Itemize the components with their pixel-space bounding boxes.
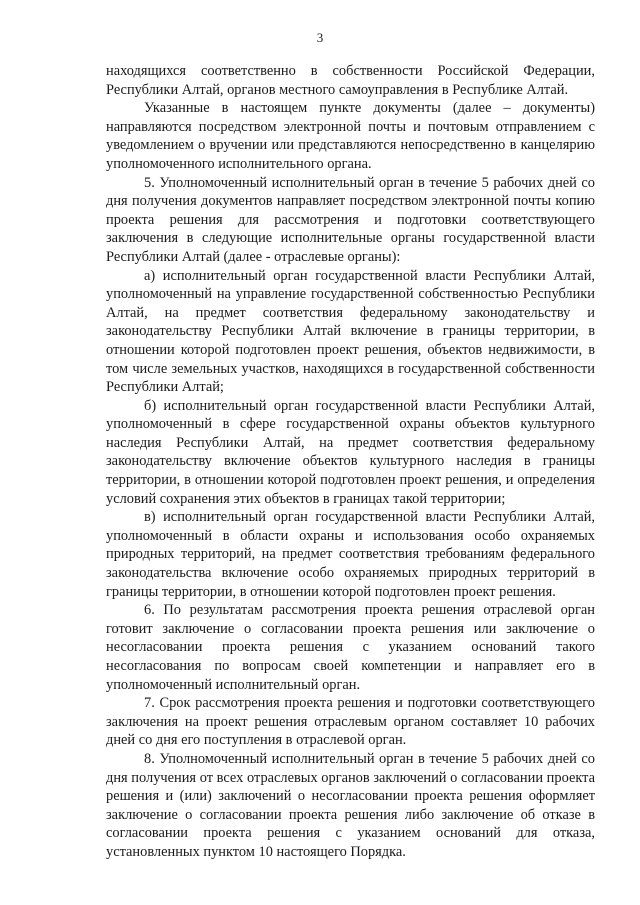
paragraph-continuation: находящихся соответственно в собственности Российской Федерации, Республики Алтай, органов местного самоуправления в Республике Алтай. xyxy=(106,63,595,98)
paragraph-item-6: 6. По результатам рассмотрения проекта решения отраслевой орган готовит заключение о согласовании проекта решения или заключение о несогласовании проекта решения с указанием оснований такого несогласования по вопросам своей компетенции и направляет его в уполномоченный исполнительный орган. xyxy=(106,602,595,693)
paragraph-item-8: 8. Уполномоченный исполнительный орган в течение 5 рабочих дней со дня получения от всех отраслевых органов заключений о согласовании проекта решения и (или) заключений о несогласовании проекта решения оформляет заключение о согласовании проекта решения либо заключение об отказе в согласовании проекта решения с указанием оснований для отказа, установленных пунктом 10 настоящего Порядка. xyxy=(106,750,595,860)
paragraph-documents-delivery: Указанные в настоящем пункте документы (далее – документы) направляются посредством электронной почты и почтовым отправлением с уведомлением о вручении или представляются непосредственно в канцелярию уполномоченного исполнительного органа. xyxy=(106,100,595,172)
document-body xyxy=(106,62,595,862)
page-number: 3 xyxy=(316,30,324,45)
paragraph-subitem-v: в) исполнительный орган государственной власти Республики Алтай, уполномоченный в области охраны и использования особо охраняемых природных территорий, на предмет соответствия требованиям федерального законодательства включение особо охраняемых природных территорий в границы территории, в отношении которой подготовлен проект решения. xyxy=(106,509,595,600)
paragraph-item-7: 7. Срок рассмотрения проекта решения и подготовки соответствующего заключения на проект решения отраслевым органом составляет 10 рабочих дней со дня его поступления в отраслевой орган. xyxy=(106,695,595,749)
paragraph-item-5: 5. Уполномоченный исполнительный орган в течение 5 рабочих дней со дня получения документов направляет посредством электронной почты копию проекта решения для рассмотрения и подготовки соответствующего заключения в следующие исполнительные органы государственной власти Республики Алтай (далее - отраслевые органы): xyxy=(106,174,595,265)
paragraph-subitem-b: б) исполнительный орган государственной власти Республики Алтай, уполномоченный в сфере государственной охраны объектов культурного наследия Республики Алтай, на предмет соответствия федеральному законодательству включение объектов культурного наследия в границы территории, в отношении которой подготовлен проект решения, и определения условий сохранения этих объектов в границах такой территории; xyxy=(106,397,595,507)
paragraph-subitem-a: а) исполнительный орган государственной власти Республики Алтай, уполномоченный на управление государственной собственностью Республики Алтай, на предмет соответствия федеральному законодательству и законодательству Республики Алтай включение в границы территории, в отношении которой подготовлен проект решения, объектов недвижимости, в том числе земельных участков, находящихся в государственной собственности Республики Алтай; xyxy=(106,267,595,396)
